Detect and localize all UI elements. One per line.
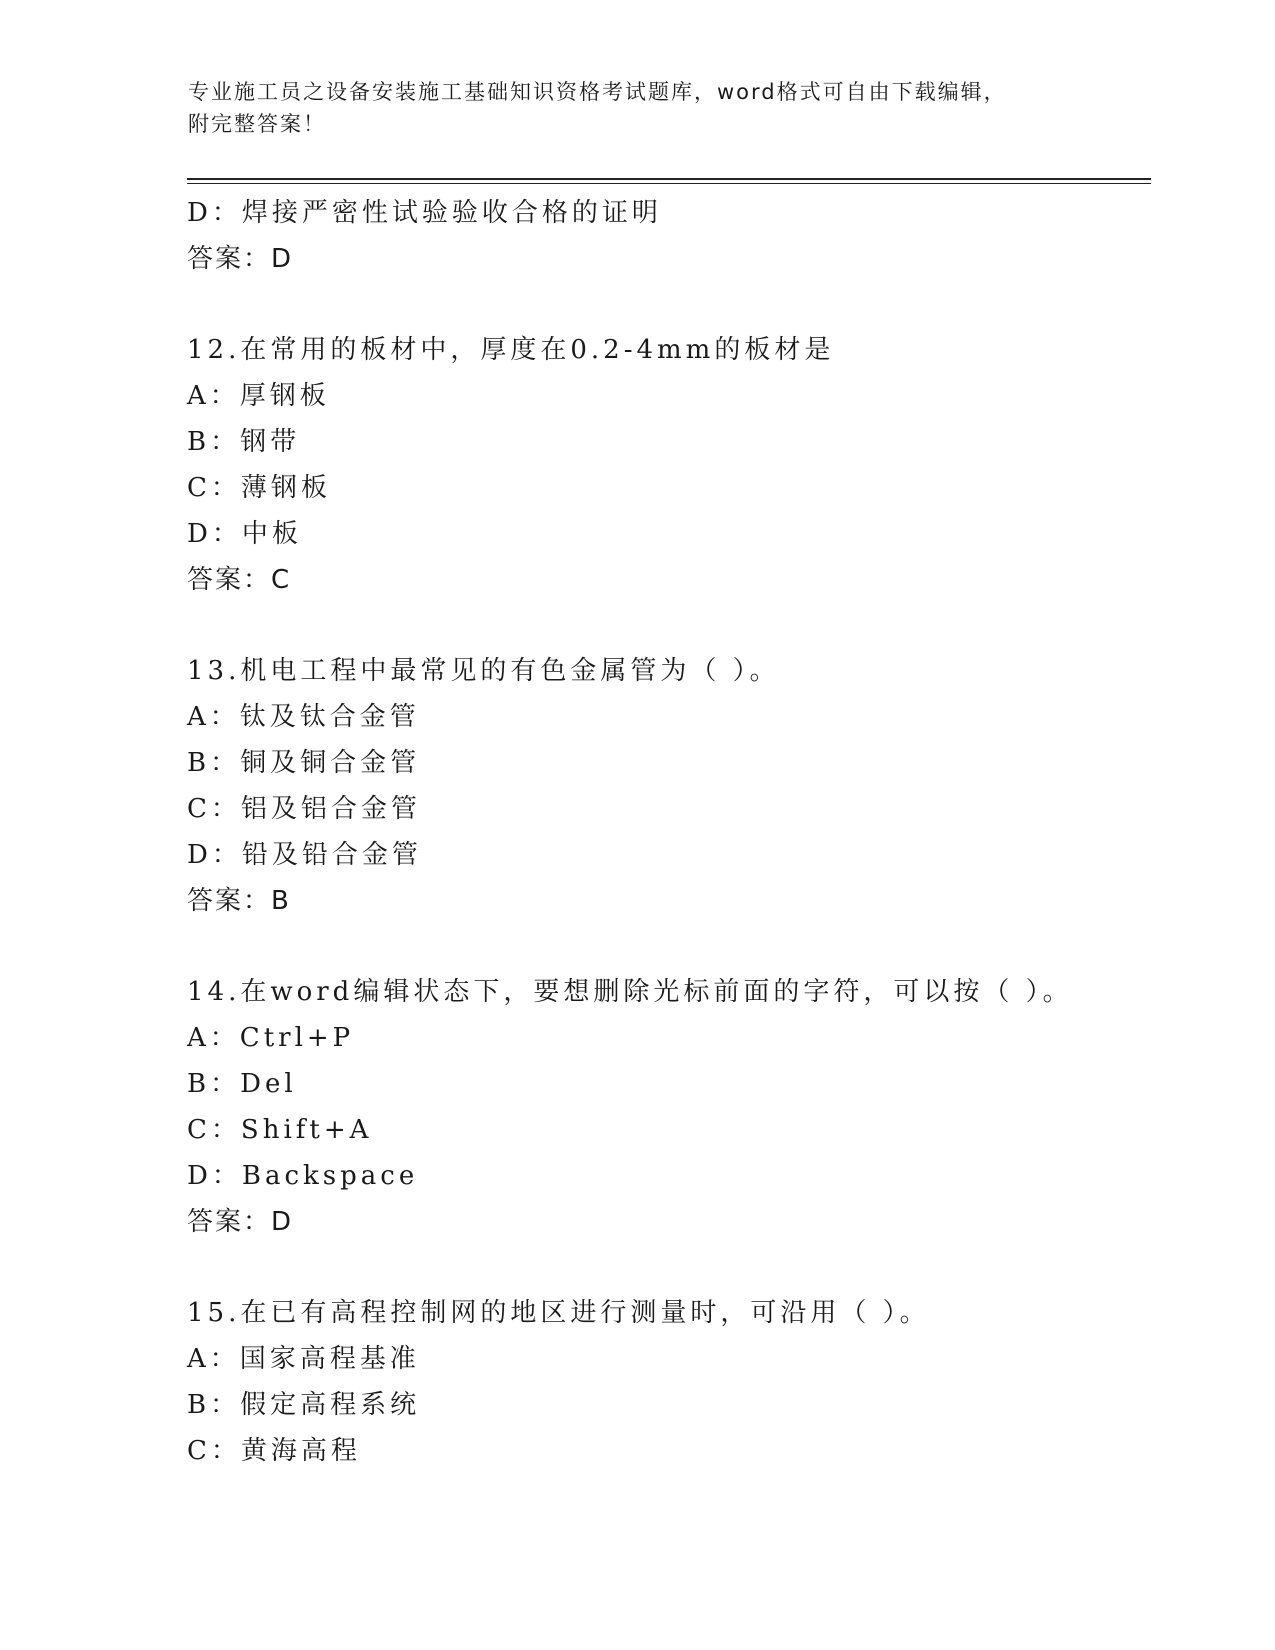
option-text: 钢带	[240, 427, 301, 457]
option-letter: C	[187, 794, 211, 824]
option-letter: A	[187, 1023, 210, 1053]
option-line	[187, 740, 1147, 786]
answer-line: 答案：D	[187, 1207, 294, 1237]
option-letter: A	[187, 1344, 210, 1374]
option-separator: ：	[210, 794, 241, 824]
option-text: 铅及铅合金管	[241, 840, 422, 870]
question-stem: 12.在常用的板材中，厚度在0.2-4mm的板材是	[187, 335, 835, 365]
option-separator: ：	[210, 473, 241, 503]
option-letter: A	[187, 381, 210, 411]
option-line	[187, 832, 1147, 878]
option-separator: ：	[210, 1115, 241, 1145]
option-text: 假定高程系统	[240, 1390, 421, 1420]
option-text: Backspace	[241, 1161, 419, 1191]
option-separator: ：	[211, 1161, 242, 1191]
header-line-1: 专业施工员之设备安装施工基础知识资格考试题库，word格式可自由下载编辑，	[188, 80, 1007, 104]
option-line	[187, 1336, 1147, 1382]
option-line	[187, 1015, 1147, 1061]
option-letter: D	[187, 1161, 212, 1191]
question-block	[187, 1290, 1147, 1474]
question-gap	[187, 1245, 1147, 1290]
option-text: 厚钢板	[239, 381, 330, 411]
question-gap	[187, 603, 1147, 648]
option-text: 国家高程基准	[239, 1344, 420, 1374]
option-line	[187, 694, 1147, 740]
option-line	[187, 786, 1147, 832]
question-stem: 15.在已有高程控制网的地区进行测量时，可沿用（ ）。	[187, 1298, 930, 1328]
option-line	[187, 1153, 1147, 1199]
option-letter: B	[187, 427, 211, 457]
option-separator: ：	[211, 198, 242, 228]
option-separator: ：	[209, 1344, 240, 1374]
option-text: 薄钢板	[240, 473, 331, 503]
option-line	[187, 511, 1147, 557]
question-block	[187, 969, 1147, 1290]
header-divider	[187, 178, 1151, 184]
option-letter: D	[187, 198, 212, 228]
option-text: Del	[240, 1069, 297, 1099]
option-separator: ：	[209, 702, 240, 732]
option-text: 铜及铜合金管	[240, 748, 421, 778]
option-letter: C	[187, 473, 211, 503]
question-gap	[187, 282, 1147, 327]
header-line-2: 附完整答案！	[188, 112, 326, 136]
option-text: 黄海高程	[240, 1436, 361, 1466]
option-line	[187, 373, 1147, 419]
option-separator: ：	[210, 427, 241, 457]
option-text: Ctrl+P	[239, 1023, 355, 1053]
option-letter: C	[187, 1436, 211, 1466]
option-letter: B	[187, 1069, 211, 1099]
answer-line: 答案：C	[187, 565, 292, 595]
option-line	[187, 1428, 1147, 1474]
option-text: 钛及钛合金管	[239, 702, 420, 732]
option-separator: ：	[210, 1390, 241, 1420]
option-letter: B	[187, 1390, 211, 1420]
option-line	[187, 1382, 1147, 1428]
option-line	[187, 190, 1147, 236]
question-gap	[187, 924, 1147, 969]
option-separator: ：	[209, 381, 240, 411]
option-text: 铝及铝合金管	[240, 794, 421, 824]
question-block	[187, 648, 1147, 969]
option-line	[187, 1061, 1147, 1107]
option-separator: ：	[209, 1023, 240, 1053]
option-line	[187, 1107, 1147, 1153]
option-separator: ：	[211, 519, 242, 549]
option-text: 中板	[241, 519, 302, 549]
option-text: Shift+A	[240, 1115, 373, 1145]
option-separator: ：	[210, 1069, 241, 1099]
answer-line: 答案：D	[187, 244, 294, 274]
question-stem: 13.机电工程中最常见的有色金属管为（ ）。	[187, 656, 780, 686]
option-letter: C	[187, 1115, 211, 1145]
option-letter: B	[187, 748, 211, 778]
question-stem: 14.在word编辑状态下，要想删除光标前面的字符，可以按（ ）。	[187, 977, 1073, 1007]
answer-line: 答案：B	[187, 886, 291, 916]
option-letter: D	[187, 840, 212, 870]
question-block	[187, 327, 1147, 648]
question-list	[187, 190, 1147, 1474]
document-header	[188, 76, 1048, 140]
option-separator: ：	[210, 1436, 241, 1466]
option-line	[187, 419, 1147, 465]
option-letter: D	[187, 519, 212, 549]
option-text: 焊接严密性试验验收合格的证明	[241, 198, 662, 228]
option-letter: A	[187, 702, 210, 732]
option-line	[187, 465, 1147, 511]
option-separator: ：	[210, 748, 241, 778]
option-separator: ：	[211, 840, 242, 870]
